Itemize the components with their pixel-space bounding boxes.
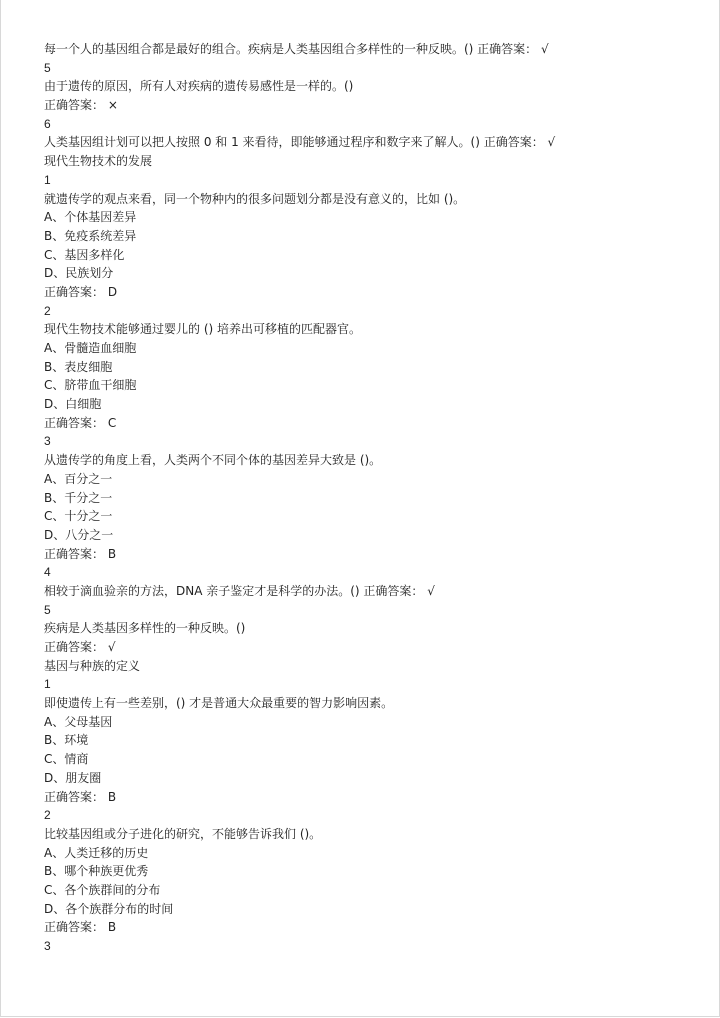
text-line: B、哪个种族更优秀 xyxy=(44,864,149,879)
text-line: 每一个人的基因组合都是最好的组合。疾病是人类基因组合多样性的一种反映。() 正确答案： √ xyxy=(44,42,549,56)
text-line: 相较于滴血验亲的方法，DNA 亲子鉴定才是科学的办法。() 正确答案： √ xyxy=(44,583,435,598)
text-line: 从遗传学的角度上看，人类两个不同个体的基因差异大致是 ()。 xyxy=(44,453,382,468)
text-line: C、各个族群间的分布 xyxy=(44,882,161,897)
text-line: 现代生物技术能够通过婴儿的 () 培养出可移植的匹配器官。 xyxy=(44,322,361,337)
text-line: C、脐带血干细胞 xyxy=(44,378,137,393)
text-line: A、百分之一 xyxy=(44,471,113,486)
text-line: 正确答案： √ xyxy=(44,640,116,654)
text-line: 基因与种族的定义 xyxy=(44,658,141,673)
text-line: C、情商 xyxy=(44,752,89,767)
text-line: D、朋友圈 xyxy=(44,770,102,785)
text-line: B、环境 xyxy=(44,733,89,748)
text-line: 正确答案： B xyxy=(44,920,117,935)
text-line: D、白细胞 xyxy=(44,397,102,412)
text-line: 就遗传学的观点来看，同一个物种内的很多问题划分都是没有意义的，比如 ()。 xyxy=(44,191,466,206)
text-line: 疾病是人类基因多样性的一种反映。() xyxy=(44,621,246,636)
text-line: 即使遗传上有一些差别，() 才是普通大众最重要的智力影响因素。 xyxy=(44,696,394,711)
text-line: 正确答案： D xyxy=(44,284,118,299)
question-number: 1 xyxy=(44,677,51,692)
text-line: A、个体基因差异 xyxy=(44,210,137,225)
question-number: 2 xyxy=(44,808,51,823)
text-line: 正确答案： × xyxy=(44,98,118,113)
text-line: C、基因多样化 xyxy=(44,247,125,262)
text-line: 比较基因组或分子进化的研究，不能够告诉我们 ()。 xyxy=(44,826,322,841)
text-line: B、千分之一 xyxy=(44,490,113,505)
document-body xyxy=(44,40,704,956)
text-line: 由于遗传的原因，所有人对疾病的遗传易感性是一样的。() xyxy=(44,79,354,94)
text-line: A、人类迁移的历史 xyxy=(44,845,149,860)
question-number: 1 xyxy=(44,172,51,187)
question-number: 5 xyxy=(44,602,51,617)
question-number: 4 xyxy=(44,565,51,580)
question-number: 5 xyxy=(44,60,51,75)
text-line: 人类基因组计划可以把人按照 0 和 1 来看待，即能够通过程序和数字来了解人。() 正确答案： √ xyxy=(44,135,556,150)
text-line: 正确答案： B xyxy=(44,546,117,561)
text-line: A、骨髓造血细胞 xyxy=(44,341,137,355)
text-line: C、十分之一 xyxy=(44,509,113,524)
text-line: 正确答案： B xyxy=(44,789,117,804)
question-number: 6 xyxy=(44,116,51,131)
text-line: D、各个族群分布的时间 xyxy=(44,901,174,916)
question-number: 3 xyxy=(44,939,51,953)
text-line: B、表皮细胞 xyxy=(44,359,113,374)
question-number: 2 xyxy=(44,303,51,318)
text-line: D、八分之一 xyxy=(44,527,114,542)
text-line: 现代生物技术的发展 xyxy=(44,154,153,169)
text-line: D、民族划分 xyxy=(44,266,114,281)
text-line: B、免疫系统差异 xyxy=(44,228,137,243)
text-line: A、父母基因 xyxy=(44,714,113,729)
text-line: 正确答案： C xyxy=(44,415,117,430)
question-number: 3 xyxy=(44,434,51,449)
